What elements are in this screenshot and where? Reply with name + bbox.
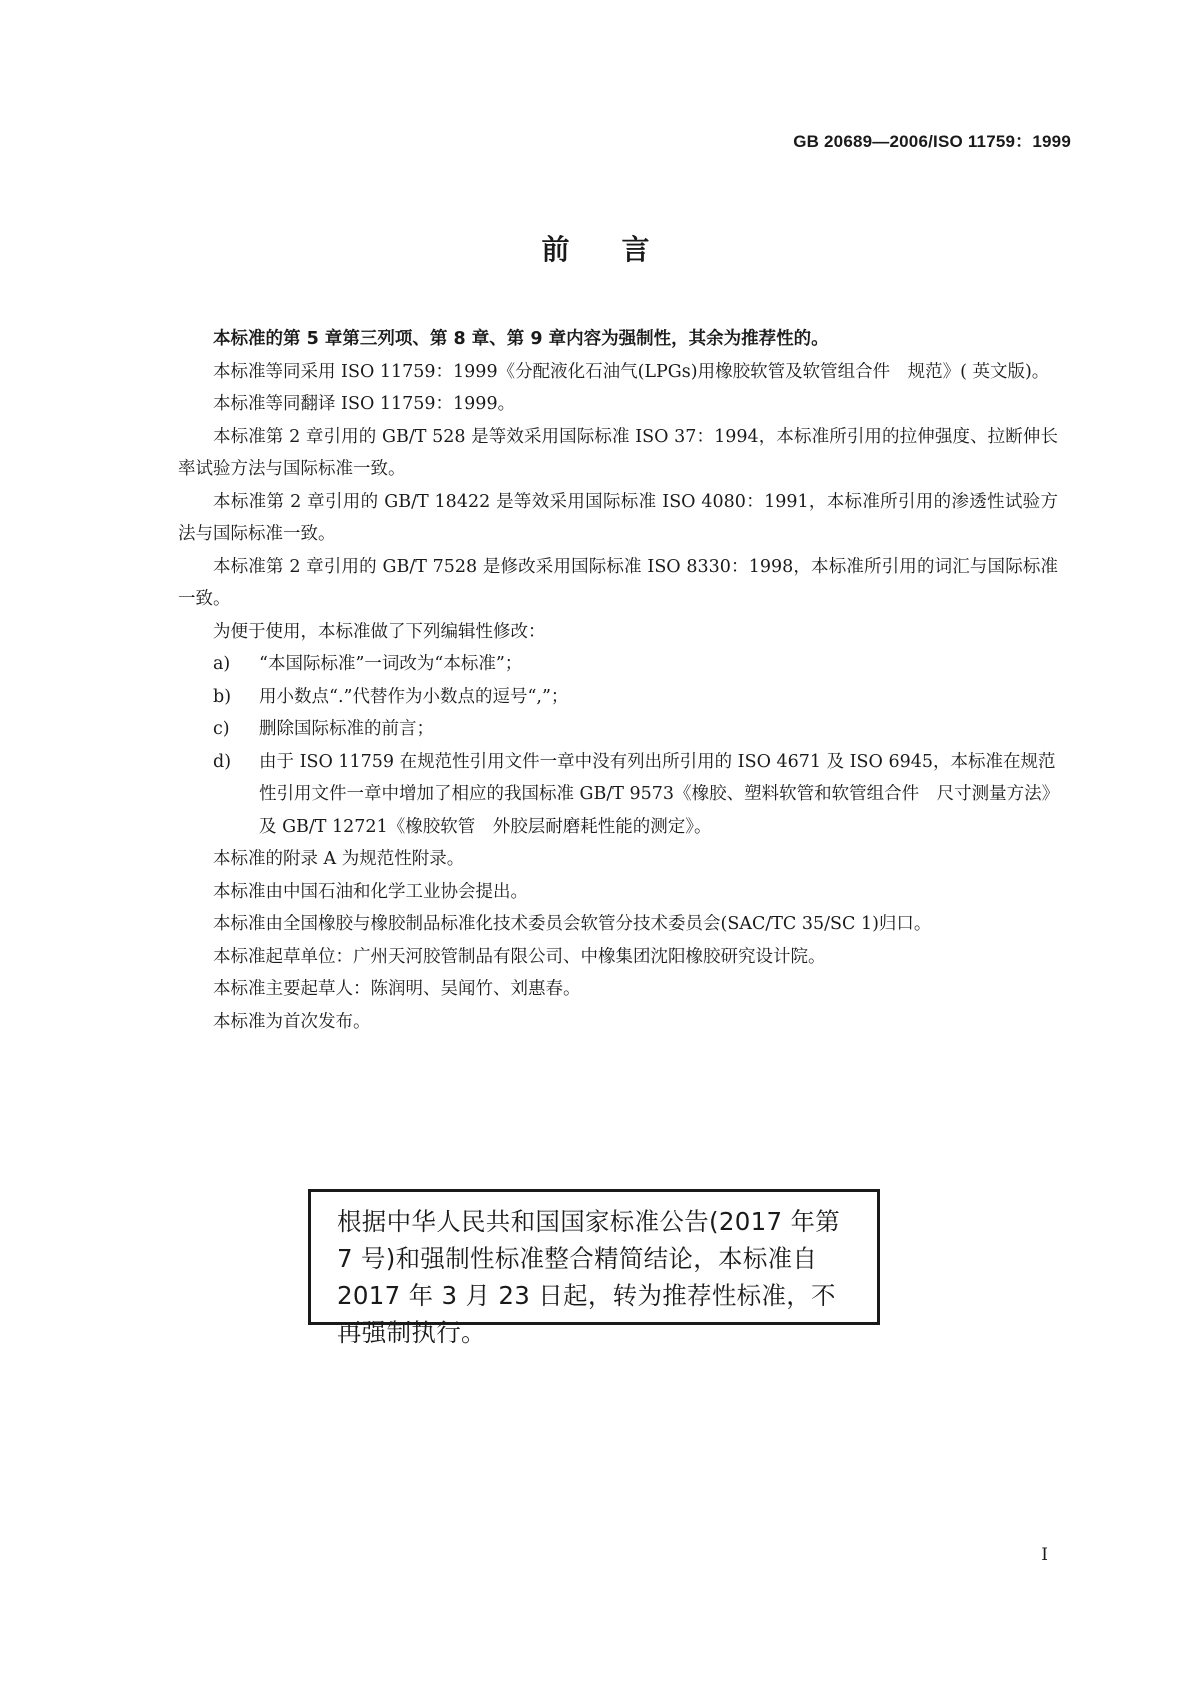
edit-list-item — [178, 681, 1058, 714]
list-marker: c) — [213, 719, 230, 739]
reference-gbt528-statement: 本标准第 2 章引用的 GB/T 528 是等效采用国际标准 ISO 37：1994，本标准所引用的拉伸强度、拉断伸长率试验方法与国际标准一致。 — [178, 426, 1058, 479]
notice-text: 根据中华人民共和国国家标准公告(2017 年第 7 号)和强制性标准整合精简结论，本标准自 2017 年 3 月 23 日起，转为推荐性标准，不再强制执行。 — [337, 1207, 841, 1347]
list-marker: b) — [213, 686, 232, 707]
preface-title: 前言 — [541, 233, 702, 266]
edits-intro: 为便于使用，本标准做了下列编辑性修改： — [213, 621, 546, 642]
list-item-text: 由于 ISO 11759 在规范性引用文件一章中没有列出所引用的 ISO 4671 及 ISO 6945，本标准在规范性引用文件一章中增加了相应的我国标准 GB/T 9573《橡胶、塑料软管和软管组合件 尺寸测量方法》及 GB/T 12721《橡胶软管 外胶层耐磨耗性能的测定》。 — [259, 751, 1056, 837]
first-release-statement: 本标准为首次发布。 — [213, 1011, 371, 1032]
page-number: I — [1041, 1545, 1048, 1565]
standard-number-header: GB 20689—2006/ISO 11759：1999 — [793, 132, 1071, 151]
committee-statement: 本标准由全国橡胶与橡胶制品标准化技术委员会软管分技术委员会(SAC/TC 35/SC 1)归口。 — [213, 914, 932, 934]
proposer-statement: 本标准由中国石油和化学工业协会提出。 — [213, 881, 528, 902]
reference-gbt18422-statement: 本标准第 2 章引用的 GB/T 18422 是等效采用国际标准 ISO 4080：1991，本标准所引用的渗透性试验方法与国际标准一致。 — [178, 491, 1058, 544]
list-item-text: 用小数点“.”代替作为小数点的逗号“,”； — [259, 686, 569, 707]
preface-body — [178, 323, 1058, 1038]
list-item-text: “本国际标准”一词改为“本标准”； — [259, 654, 523, 674]
status-change-notice — [308, 1189, 880, 1347]
list-marker: d) — [213, 751, 232, 772]
edit-list-item — [178, 746, 1058, 844]
edit-list-item — [178, 713, 1058, 746]
reference-gbt7528-statement: 本标准第 2 章引用的 GB/T 7528 是修改采用国际标准 ISO 8330：1998，本标准所引用的词汇与国际标准一致。 — [178, 556, 1058, 609]
drafting-units-statement: 本标准起草单位：广州天河胶管制品有限公司、中橡集团沈阳橡胶研究设计院。 — [213, 946, 826, 967]
adoption-statement: 本标准等同采用 ISO 11759：1999《分配液化石油气(LPGs)用橡胶软管及软管组合件 规范》( 英文版)。 — [213, 361, 1050, 382]
list-item-text: 删除国际标准的前言； — [259, 719, 434, 739]
annex-statement: 本标准的附录 A 为规范性附录。 — [213, 849, 465, 869]
list-marker: a) — [213, 654, 231, 674]
drafters-statement: 本标准主要起草人：陈润明、吴闻竹、刘惠春。 — [213, 979, 581, 999]
translation-statement: 本标准等同翻译 ISO 11759：1999。 — [213, 394, 516, 414]
mandatory-clause-statement: 本标准的第 5 章第三列项、第 8 章、第 9 章内容为强制性，其余为推荐性的。 — [213, 329, 829, 349]
edit-list-item — [178, 648, 1058, 681]
